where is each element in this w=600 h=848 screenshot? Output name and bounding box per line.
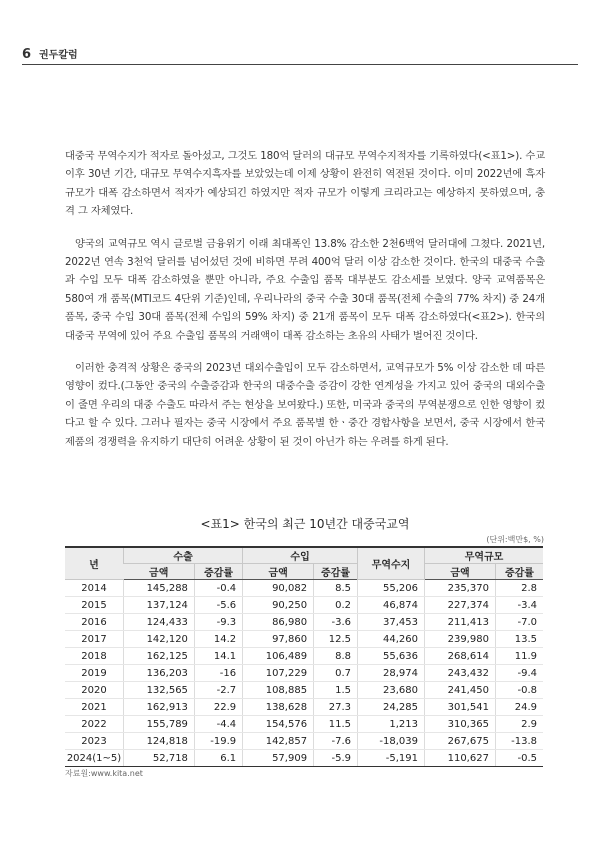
- volume-rate-cell: -0.8: [495, 682, 543, 699]
- export-rate-cell: -0.4: [194, 580, 242, 597]
- export-amount-cell: 155,789: [124, 716, 195, 733]
- header-import-amount: 금액: [243, 564, 314, 580]
- table-row: [65, 716, 543, 733]
- balance-cell: 55,206: [358, 580, 425, 597]
- import-amount-cell: 106,489: [243, 648, 314, 665]
- export-amount-cell: 162,125: [124, 648, 195, 665]
- header-export: 수출: [124, 547, 243, 564]
- import-rate-cell: 12.5: [314, 631, 358, 648]
- volume-amount-cell: 301,541: [425, 699, 496, 716]
- volume-amount-cell: 243,432: [425, 665, 496, 682]
- import-amount-cell: 97,860: [243, 631, 314, 648]
- export-rate-cell: 14.1: [194, 648, 242, 665]
- volume-amount-cell: 241,450: [425, 682, 496, 699]
- volume-rate-cell: 11.9: [495, 648, 543, 665]
- page-number: 6: [22, 47, 32, 62]
- export-rate-cell: -9.3: [194, 614, 242, 631]
- volume-amount-cell: 227,374: [425, 597, 496, 614]
- export-amount-cell: 137,124: [124, 597, 195, 614]
- export-amount-cell: 124,818: [124, 733, 195, 750]
- year-cell: 2020: [65, 682, 124, 699]
- table-row: [65, 648, 543, 665]
- volume-rate-cell: -3.4: [495, 597, 543, 614]
- header-import-rate: 증감률: [314, 564, 358, 580]
- import-amount-cell: 57,909: [243, 750, 314, 767]
- export-rate-cell: -4.4: [194, 716, 242, 733]
- import-amount-cell: 90,082: [243, 580, 314, 597]
- table-row: [65, 682, 543, 699]
- balance-cell: 28,974: [358, 665, 425, 682]
- table-unit: (단위:백만$, %): [486, 535, 544, 544]
- volume-rate-cell: -9.4: [495, 665, 543, 682]
- header-volume: 무역규모: [425, 547, 543, 564]
- header-export-amount: 금액: [124, 564, 195, 580]
- volume-amount-cell: 110,627: [425, 750, 496, 767]
- import-rate-cell: 11.5: [314, 716, 358, 733]
- table-row: [65, 750, 543, 767]
- export-amount-cell: 124,433: [124, 614, 195, 631]
- table-title: <표1> 한국의 최근 10년간 대중국교역: [200, 517, 410, 531]
- header-import: 수입: [243, 547, 358, 564]
- volume-rate-cell: 2.8: [495, 580, 543, 597]
- header-export-rate: 증감률: [194, 564, 242, 580]
- section-title: 권두칼럼: [39, 50, 78, 61]
- table-row: [65, 631, 543, 648]
- header-divider: [22, 64, 578, 65]
- import-rate-cell: -7.6: [314, 733, 358, 750]
- header-year: 년: [65, 547, 124, 580]
- article-body: [65, 147, 545, 465]
- import-rate-cell: 1.5: [314, 682, 358, 699]
- volume-rate-cell: -7.0: [495, 614, 543, 631]
- import-amount-cell: 154,576: [243, 716, 314, 733]
- import-rate-cell: -3.6: [314, 614, 358, 631]
- import-rate-cell: 8.5: [314, 580, 358, 597]
- balance-cell: 24,285: [358, 699, 425, 716]
- volume-rate-cell: -0.5: [495, 750, 543, 767]
- paragraph-2: 양국의 교역규모 역시 글로벌 금융위기 이래 최대폭인 13.8% 감소한 2천6백억 달러대에 그쳤다. 2021년, 2022년 연속 3천억 달러를 넘어섰던 것에 비하면 무려 400억 달러 이상 감소한 것이다. 한국의 대중국 수출과 수입 모두 대폭 감소하였을 뿐만 아니라, 주요 수출입 품목 대부분도 감소세를 보였다. 양국 교역품목은 580여 개 품목(MTI코드 4단위 기준)인데, 우리나라의 중국 수출 30대 품목(전체 수출의 77% 차지) 중 24개 품목, 중국 수입 30대 품목(전체 수입의 59% 차지) 중 21개 품목이 모두 대폭 감소하였다(<표2>). 한국의 대중국 무역에 있어 주요 수출입 품목의 거래액이 대폭 감소하는 초유의 사태가 벌어진 것이다.: [65, 237, 545, 342]
- import-amount-cell: 90,250: [243, 597, 314, 614]
- page-header: [22, 46, 78, 62]
- volume-rate-cell: 2.9: [495, 716, 543, 733]
- export-rate-cell: -19.9: [194, 733, 242, 750]
- volume-rate-cell: -13.8: [495, 733, 543, 750]
- balance-cell: 46,874: [358, 597, 425, 614]
- volume-amount-cell: 310,365: [425, 716, 496, 733]
- year-cell: 2018: [65, 648, 124, 665]
- import-amount-cell: 107,229: [243, 665, 314, 682]
- export-rate-cell: -16: [194, 665, 242, 682]
- table-row: [65, 699, 543, 716]
- export-rate-cell: -2.7: [194, 682, 242, 699]
- header-volume-amount: 금액: [425, 564, 496, 580]
- export-rate-cell: 14.2: [194, 631, 242, 648]
- export-rate-cell: 6.1: [194, 750, 242, 767]
- import-rate-cell: -5.9: [314, 750, 358, 767]
- export-amount-cell: 52,718: [124, 750, 195, 767]
- trade-table: [65, 546, 543, 767]
- export-amount-cell: 136,203: [124, 665, 195, 682]
- import-rate-cell: 0.2: [314, 597, 358, 614]
- year-cell: 2019: [65, 665, 124, 682]
- export-amount-cell: 162,913: [124, 699, 195, 716]
- year-cell: 2014: [65, 580, 124, 597]
- trade-table-body: [65, 580, 543, 767]
- import-amount-cell: 86,980: [243, 614, 314, 631]
- paragraph-3: 이러한 충격적 상황은 중국의 2023년 대외수출입이 모두 감소하면서, 교역규모가 5% 이상 감소한 데 따른 영향이 컸다.(그동안 중국의 수출증감과 한국의 대중수출 증감이 강한 연계성을 가지고 있어 중국의 대외수출이 줄면 우리의 대중 수출도 따라서 주는 현상을 보여왔다.) 또한, 미국과 중국의 무역분쟁으로 인한 영향이 컸다고 할 수 있다. 그러나 필자는 중국 시장에서 주요 품목별 한ㆍ중간 경합사항을 보면서, 중국 시장에서 한국 제품의 경쟁력을 유지하기 대단히 어려운 상황이 된 것이 아닌가 하는 우려를 하게 된다.: [65, 362, 545, 448]
- volume-amount-cell: 267,675: [425, 733, 496, 750]
- import-amount-cell: 142,857: [243, 733, 314, 750]
- volume-rate-cell: 13.5: [495, 631, 543, 648]
- year-cell: 2023: [65, 733, 124, 750]
- export-amount-cell: 145,288: [124, 580, 195, 597]
- export-rate-cell: 22.9: [194, 699, 242, 716]
- year-cell: 2015: [65, 597, 124, 614]
- balance-cell: 44,260: [358, 631, 425, 648]
- balance-cell: -18,039: [358, 733, 425, 750]
- paragraph-1: 대중국 무역수지가 적자로 돌아섰고, 그것도 180억 달러의 대규모 무역수지적자를 기록하였다(<표1>). 수교 이후 30년 기간, 대규모 무역수지흑자를 보았었는데 이제 상황이 완전히 역전된 것이다. 이미 2022년에 흑자 규모가 대폭 감소하면서 적자가 예상되긴 하였지만 적자 규모가 이렇게 크리라고는 예상하지 못하였으며, 충격 그 자체였다.: [65, 150, 545, 218]
- export-amount-cell: 142,120: [124, 631, 195, 648]
- import-amount-cell: 138,628: [243, 699, 314, 716]
- volume-amount-cell: 268,614: [425, 648, 496, 665]
- header-volume-rate: 증감률: [495, 564, 543, 580]
- balance-cell: -5,191: [358, 750, 425, 767]
- balance-cell: 23,680: [358, 682, 425, 699]
- header-balance: 무역수지: [358, 547, 425, 580]
- balance-cell: 55,636: [358, 648, 425, 665]
- year-cell: 2021: [65, 699, 124, 716]
- balance-cell: 37,453: [358, 614, 425, 631]
- table-source: 자료원:www.kita.net: [65, 769, 143, 778]
- table-row: [65, 597, 543, 614]
- volume-amount-cell: 235,370: [425, 580, 496, 597]
- table-row: [65, 580, 543, 597]
- export-rate-cell: -5.6: [194, 597, 242, 614]
- table-row: [65, 614, 543, 631]
- year-cell: 2016: [65, 614, 124, 631]
- volume-rate-cell: 24.9: [495, 699, 543, 716]
- balance-cell: 1,213: [358, 716, 425, 733]
- import-rate-cell: 8.8: [314, 648, 358, 665]
- import-amount-cell: 108,885: [243, 682, 314, 699]
- import-rate-cell: 0.7: [314, 665, 358, 682]
- year-cell: 2022: [65, 716, 124, 733]
- volume-amount-cell: 211,413: [425, 614, 496, 631]
- volume-amount-cell: 239,980: [425, 631, 496, 648]
- import-rate-cell: 27.3: [314, 699, 358, 716]
- table-row: [65, 733, 543, 750]
- export-amount-cell: 132,565: [124, 682, 195, 699]
- year-cell: 2017: [65, 631, 124, 648]
- table-row: [65, 665, 543, 682]
- year-cell: 2024(1~5): [65, 750, 124, 767]
